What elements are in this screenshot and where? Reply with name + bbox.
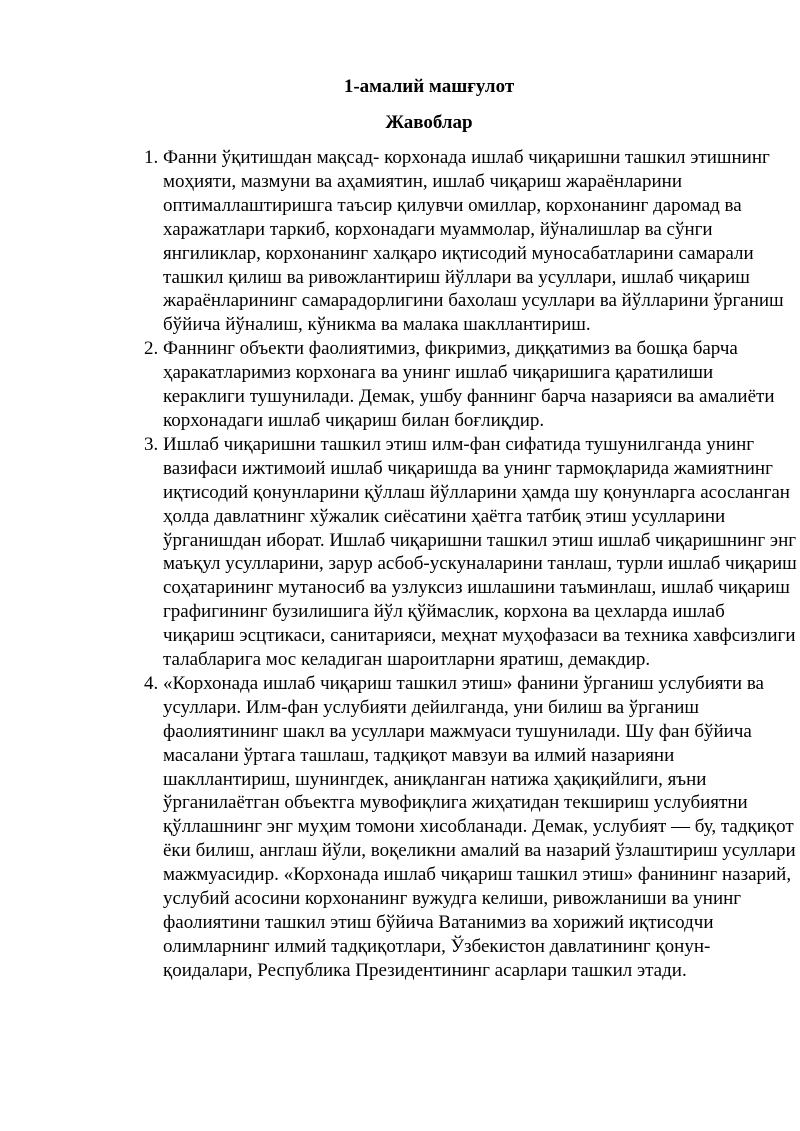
answer-item-1: 1. Фанни ўқитишдан мақсад- корхонада ишлаб чиқаришни ташкил этишнинг моҳияти, мазмуни ва аҳамиятин, ишлаб чиқариш жараёнларини оптималлаштиришга таъсир қилувчи омиллар, корхонанинг даромад ва харажатлари таркиб, корхонадаги муаммолар, йўналишлар ва сўнги янгиликлар, корхонанинг халқаро иқтисодий муносабатларини самарали ташкил қилиш ва ривожлантириш йўллари ва усуллари, ишлаб чиқариш жараёнларининг самарадорлигини бахолаш усуллари ва йўлларини ўрганиш бўйича йўналиш, кўникма ва малака шакллантириш. (163, 146, 798, 337)
document-subtitle: Жавоблар (385, 112, 473, 133)
answers-list (112, 146, 798, 983)
answer-item-4: 4. «Корхонада ишлаб чиқариш ташкил этиш» фанини ўрганиш услубияти ва усуллари. Илм-фан услубияти дейилганда, уни билиш ва ўрганиш фаолиятининг шакл ва усуллари мажмуаси тушунилади. Шу фан бўйича масалани ўртага ташлаш, тадқиқот мавзуи ва илмий назарияни шакллантириш, шунингдек, аниқланган натижа ҳақиқийлиги, яъни ўрганилаётган объектга мувофиқлига жиҳатидан текшириш услубиятни қўллашнинг энг муҳим томони хисобланади. Демак, услубият — бу, тадқиқот ёки билиш, англаш йўли, воқеликни амалий ва назарий ўзлаштириш усуллари мажмуасидир. «Корхонада ишлаб чиқариш ташкил этиш» фанининг назарий, услубий асосини корхонанинг вужудга келиши, ривожланиши ва унинг фаолиятини ташкил этиш бўйича Ватанимиз ва хорижий иқтисодчи олимларнинг илмий тадқиқотлари, Ўзбекистон давлатининг қонун-қоидалари, Республика Президентининг асарлари ташкил этади. (163, 672, 798, 983)
answer-item-2: 2. Фаннинг объекти фаолиятимиз, фикримиз, диққатимиз ва бошқа барча ҳаракатларимиз корхонага ва унинг ишлаб чиқаришига қаратилиши кераклиги тушунилади. Демак, ушбу фаннинг барча назарияси ва амалиёти корхонадаги ишлаб чиқариш билан боғлиқдир. (163, 337, 798, 433)
document-title: 1-амалий машғулот (343, 76, 515, 97)
answer-item-3: 3. Ишлаб чиқаришни ташкил этиш илм-фан сифатида тушунилганда унинг вазифаси ижтимоий ишлаб чиқаришда ва унинг тармоқларида жамиятнинг иқтисодий қонунларини қўллаш йўлларини ҳамда шу қонунларга асосланган ҳолда давлатнинг хўжалик сиёсатини ҳаётга татбиқ этиш усулларини ўрганишдан иборат. Ишлаб чиқаришни ташкил этиш ишлаб чиқаришнинг энг маъқул усулларини, зарур асбоб-ускуналарини танлаш, турли ишлаб чиқариш соҳатарининг мутаносиб ва узлуксиз ишлашини таъминлаш, ишлаб чиқариш графигининг бузилишига йўл қўймаслик, корхона ва цехларда ишлаб чиқариш эсцтикаси, санитарияси, меҳнат муҳофазаси ва техника хавфсизлиги талабларига мос келадиган шароитларни яратиш, демакдир. (163, 433, 798, 672)
